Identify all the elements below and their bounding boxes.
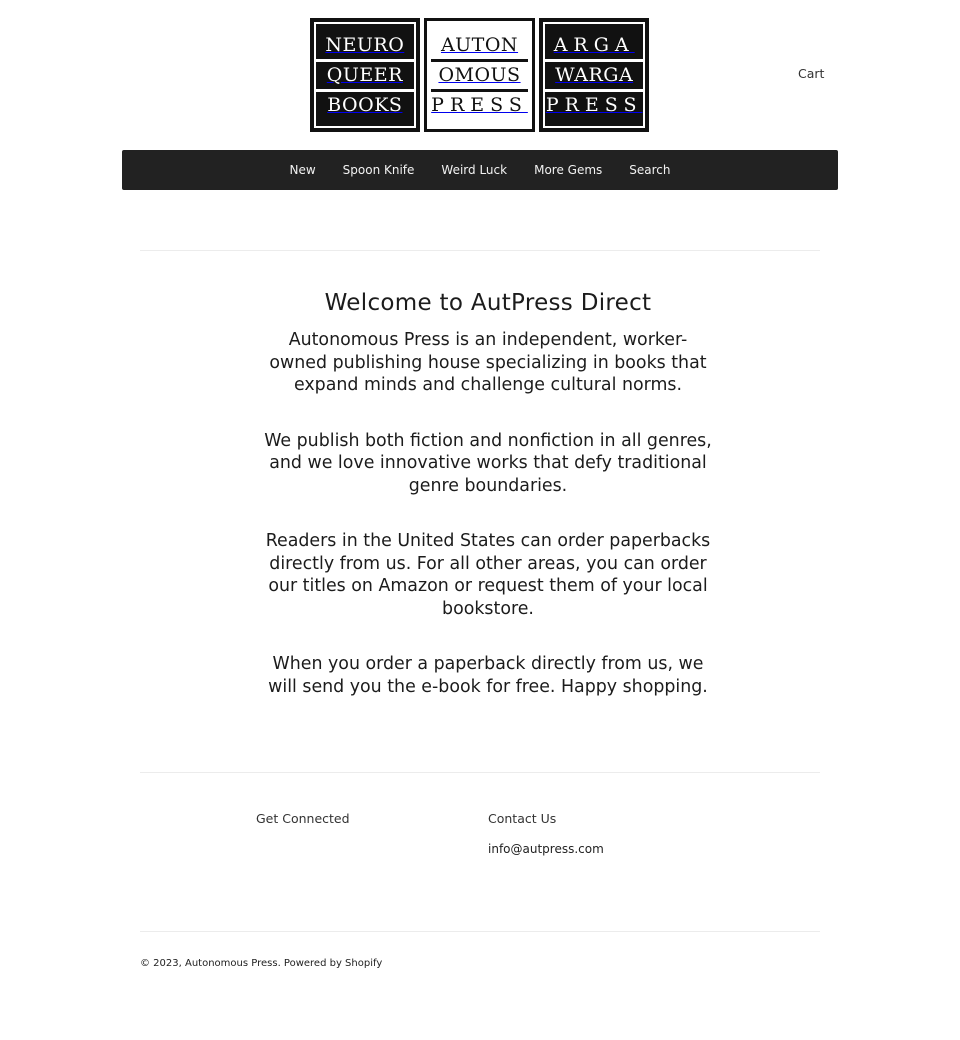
cart-link[interactable]: Cart [798, 66, 825, 81]
logo-panel-autonomous [424, 18, 536, 132]
logo-text: PRESS [545, 89, 643, 119]
nav-item-weird-luck[interactable]: Weird Luck [441, 163, 508, 177]
logo-text: AUTON [440, 33, 519, 56]
genres-paragraph: We publish both fiction and nonfiction in all genres, and we love innovative works that defy traditional genre boundaries. [264, 430, 712, 496]
site-logo[interactable] [310, 18, 649, 132]
nav-item-spoon-knife[interactable]: Spoon Knife [342, 163, 415, 177]
nav-item-more-gems[interactable]: More Gems [534, 163, 603, 177]
page-title: Welcome to AutPress Direct [324, 290, 652, 316]
logo-text: OMOUS [431, 59, 529, 89]
get-connected-heading: Get Connected [256, 811, 350, 826]
ebook-paragraph: When you order a paperback directly from us, we will send you the e-book for free. Happy shopping. [268, 654, 708, 697]
logo-text: ARGA [553, 33, 635, 56]
nav-item-new[interactable]: New [289, 163, 316, 177]
logo-panel-argawarga [539, 18, 649, 132]
divider [140, 931, 820, 932]
divider [140, 772, 820, 773]
logo-text: PRESS [431, 89, 529, 119]
logo-text: BOOKS [316, 89, 414, 119]
divider [140, 250, 820, 251]
ordering-paragraph: Readers in the United States can order paperbacks directly from us. For all other areas, you can order our titles on Amazon or request them of your local bookstore. [265, 531, 711, 619]
main-nav [122, 150, 838, 190]
logo-text: QUEER [316, 59, 414, 89]
logo-text: WARGA [545, 59, 643, 89]
nav-item-search[interactable]: Search [629, 163, 671, 177]
site-header [0, 0, 960, 150]
contact-us-heading: Contact Us [488, 811, 557, 826]
main-content [260, 288, 716, 731]
intro-paragraph: Autonomous Press is an independent, worker-owned publishing house specializing in books that expand minds and challenge cultural norms. [269, 330, 707, 395]
contact-email: info@autpress.com [488, 842, 604, 856]
copyright-text: © 2023, Autonomous Press. Powered by Shopify [140, 958, 383, 969]
logo-panel-neuroqueer [310, 18, 420, 132]
logo-text: NEURO [325, 33, 405, 56]
